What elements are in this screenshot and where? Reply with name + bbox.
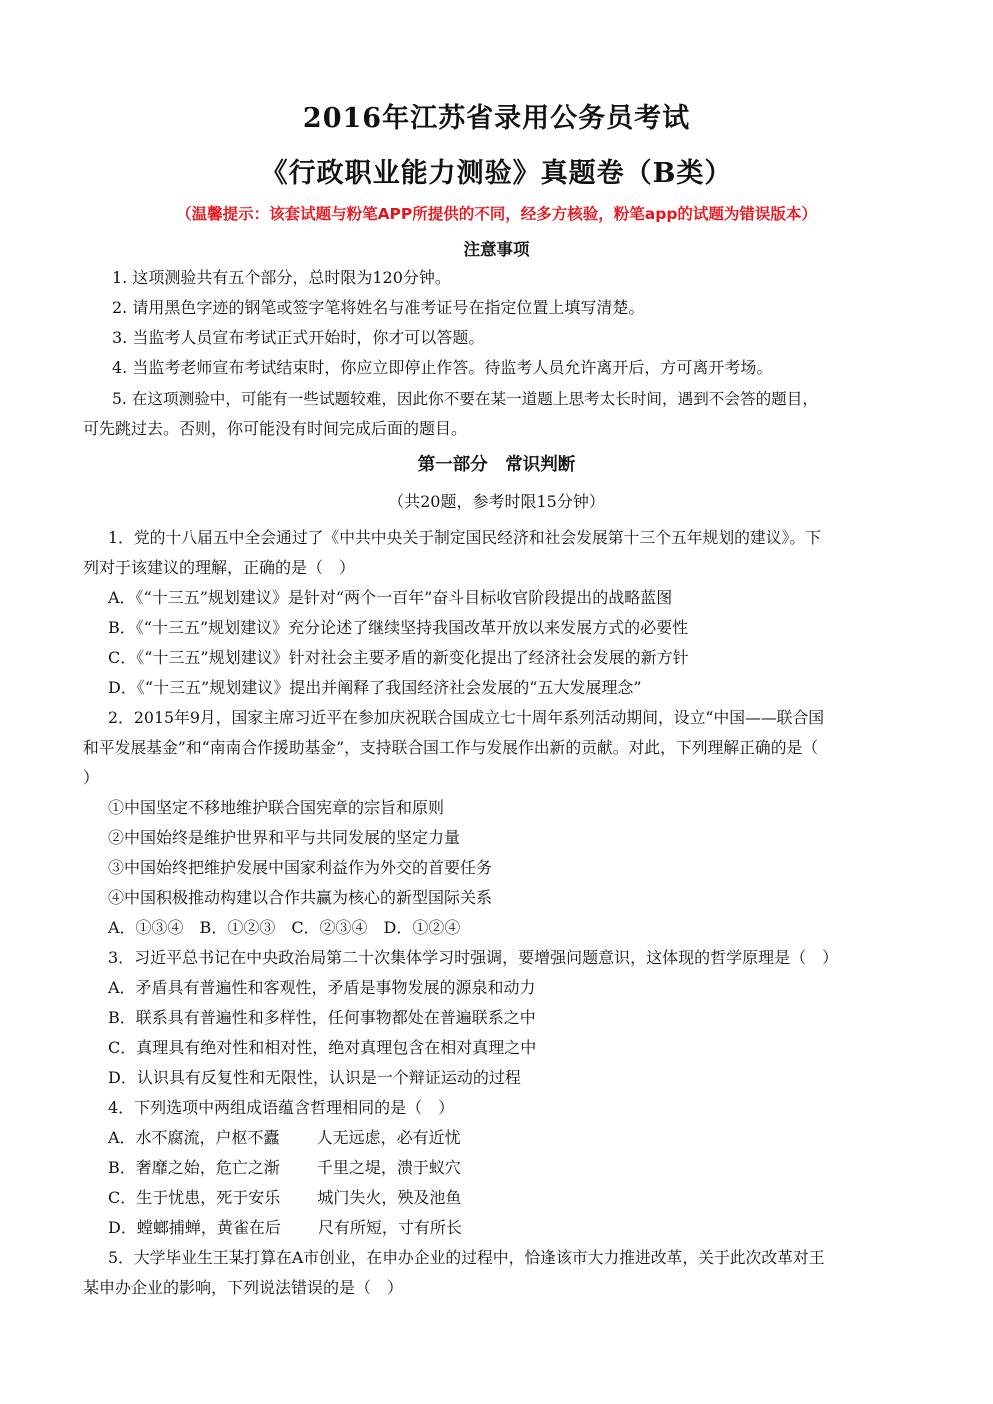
note-item: 4. 当监考老师宣布考试结束时，你应立即停止作答。待监考人员允许离开后，方可离开考场。 — [112, 358, 773, 377]
option-line: B．奢靡之始，危亡之渐 千里之堤，溃于蚁穴 — [108, 1158, 461, 1177]
option-line: D．认识具有反复性和无限性，认识是一个辩证运动的过程 — [108, 1068, 521, 1087]
note-item: 1. 这项测验共有五个部分，总时限为120分钟。 — [112, 268, 451, 287]
question-line: 3．习近平总书记在中央政治局第二十次集体学习时强调，要增强问题意识，这体现的哲学原理是（ ） — [108, 948, 839, 967]
question-line: 1．党的十八届五中全会通过了《中共中央关于制定国民经济和社会发展第十三个五年规划的建议》。下 — [108, 528, 822, 547]
question-line: 2．2015年9月，国家主席习近平在参加庆祝联合国成立七十周年系列活动期间，设立“中国——联合国 — [108, 708, 825, 727]
notes-heading: 注意事项 — [463, 240, 530, 259]
option-line: ②中国始终是维护世界和平与共同发展的坚定力量 — [108, 828, 461, 847]
exam-title: 2016年江苏省录用公务员考试 — [302, 103, 691, 134]
note-item: 5. 在这项测验中，可能有一些试题较难，因此你不要在某一道题上思考太长时间，遇到不会答的题目， — [112, 390, 818, 408]
part-title: 第一部分 常识判断 — [417, 455, 576, 475]
option-line: A．矛盾具有普遍性和客观性，矛盾是事物发展的源泉和动力 — [108, 978, 536, 997]
option-line: A．水不腐流，户枢不蠹 人无远虑，必有近忧 — [108, 1128, 461, 1147]
question-line: 4．下列选项中两组成语蕴含哲理相同的是（ ） — [108, 1098, 455, 1117]
question-line: 列对于该建议的理解，正确的是（ ） — [83, 558, 356, 577]
option-line: C．真理具有绝对性和相对性，绝对真理包含在相对真理之中 — [108, 1038, 537, 1057]
option-line: B．《“十三五”规划建议》充分论述了继续坚持我国改革开放以来发展方式的必要性 — [108, 618, 689, 637]
note-item: 可先跳过去。否则，你可能没有时间完成后面的题目。 — [83, 419, 468, 438]
question-line: 和平发展基金”和“南南合作援助基金”，支持联合国工作与发展作出新的贡献。对此，下列理解正确的是（ — [83, 738, 819, 757]
option-line: B．联系具有普遍性和多样性，任何事物都处在普遍联系之中 — [108, 1008, 536, 1027]
option-line: A．《“十三五”规划建议》是针对“两个一百年”奋斗目标收官阶段提出的战略蓝图 — [108, 588, 673, 607]
option-line: C．《“十三五”规划建议》针对社会主要矛盾的新变化提出了经济社会发展的新方针 — [108, 648, 689, 667]
option-line: ①中国坚定不移地维护联合国宪章的宗旨和原则 — [108, 798, 445, 817]
option-line: ③中国始终把维护发展中国家利益作为外交的首要任务 — [108, 858, 493, 877]
question-line: 某申办企业的影响，下列说法错误的是（ ） — [83, 1278, 404, 1297]
exam-subtitle: 《行政职业能力测验》真题卷（B类） — [260, 158, 733, 189]
question-line: ） — [83, 768, 100, 787]
option-line: ④中国积极推动构建以合作共赢为核心的新型国际关系 — [108, 888, 493, 907]
option-line: D．《“十三五”规划建议》提出并阐释了我国经济社会发展的“五大发展理念” — [108, 678, 642, 697]
note-item: 3. 当监考人员宣布考试正式开始时，你才可以答题。 — [112, 328, 485, 347]
warning-note: （温馨提示：该套试题与粉笔APP所提供的不同，经多方核验，粉笔app的试题为错误版本） — [176, 205, 817, 223]
note-item: 2. 请用黑色字迹的钢笔或签字笔将姓名与准考证号在指定位置上填写清楚。 — [112, 298, 645, 317]
part-subtitle: （共20题，参考时限15分钟） — [388, 492, 605, 511]
option-line: C．生于忧患，死于安乐 城门失火，殃及池鱼 — [108, 1188, 462, 1207]
question-line: 5．大学毕业生王某打算在A市创业，在申办企业的过程中，恰逢该市大力推进改革，关于此次改革对王 — [108, 1248, 825, 1267]
option-line: D．螳螂捕蝉，黄雀在后 尺有所短，寸有所长 — [108, 1218, 462, 1237]
option-line: A．①③④ B．①②③ C．②③④ D．①②④ — [108, 918, 461, 937]
